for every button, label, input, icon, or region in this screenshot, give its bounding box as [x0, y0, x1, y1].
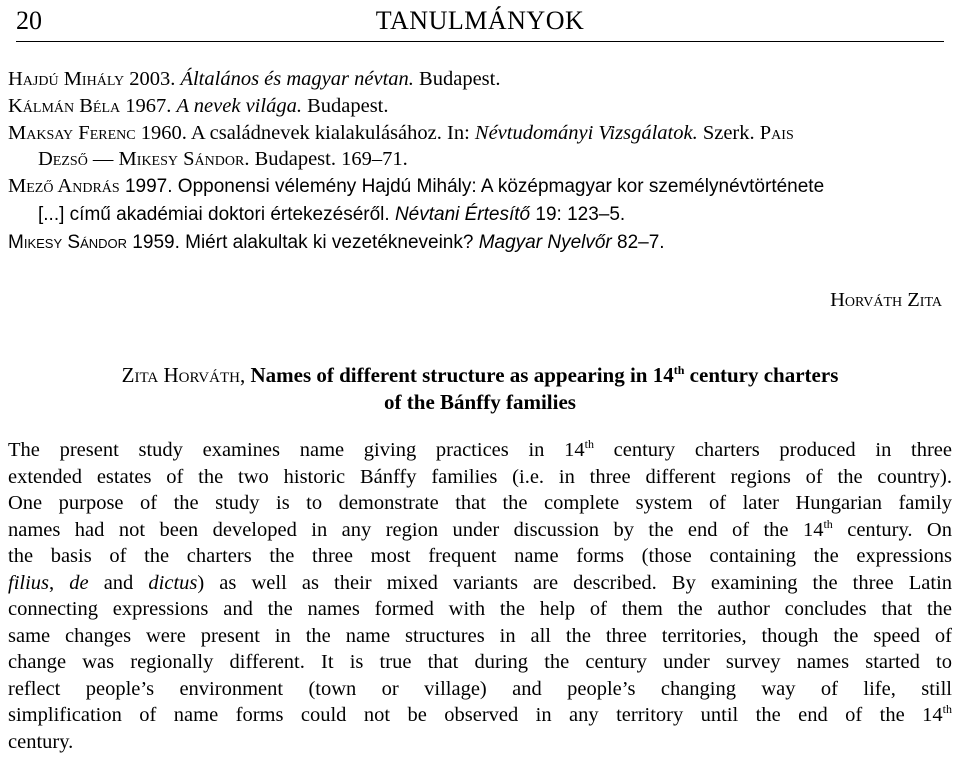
reference-author: Maksay Ferenc [8, 121, 136, 144]
reference-item: Hajdú Mihály 2003. Általános és magyar névtan. Budapest. [8, 68, 501, 90]
reference-item: Maksay Ferenc 1960. A családnevek kialakulásához. In: Névtudományi Vizsgálatok. Szerk. Pais [8, 121, 794, 144]
running-head: TANULMÁNYOK [375, 6, 585, 35]
reference-author: Mikesy Sándor [8, 231, 128, 253]
reference-item: Mikesy Sándor 1959. Miért alakultak ki vezetékneveink? Magyar Nyelvőr 82–7. [8, 231, 665, 253]
header-rule [16, 41, 944, 42]
reference-item: Kálmán Béla 1967. A nevek világa. Budapest. [8, 94, 389, 117]
reference-title: Névtudományi Vizsgálatok. [474, 121, 698, 144]
abstract-line: the basis of the charters the three most frequent name forms (those containing the expressions [8, 545, 952, 567]
abstract-line: filius, de and dictus) as well as their mixed variants are described. By examining the three Latin [8, 571, 953, 594]
abstract-line: One purpose of the study is to demonstrate that the complete system of later Hungarian family [8, 492, 952, 514]
abstract-line: extended estates of the two historic Bánffy families (i.e. in three different regions of the country). [8, 465, 952, 488]
abstract-line: connecting expressions and the names formed with the help of them the author concludes that the [8, 598, 952, 620]
reference-author: Mező András [8, 175, 120, 198]
reference-item: Mező András 1997. Opponensi vélemény Hajdú Mihály: A középmagyar kor személynévtörténete [8, 175, 825, 198]
page-header [8, 0, 952, 42]
abstract-line: reflect people’s environment (town or village) and people’s changing way of life, still [8, 677, 952, 700]
reference-item-continuation: Dezső — Mikesy Sándor. Budapest. 169–71. [38, 148, 408, 171]
abstract-title: Zita Horváth, Names of different structure as appearing in 14th century charters of the Bánffy families [121, 363, 839, 414]
article-author: Horváth Zita [830, 289, 942, 311]
page-number: 20 [16, 6, 42, 35]
abstract-author: Zita Horváth [121, 363, 240, 387]
reference-author: Hajdú Mihály [8, 68, 125, 90]
abstract-line: same changes were present in the name structures in all the three territories, though the speed of [8, 624, 952, 647]
abstract-line: century. [8, 730, 74, 753]
abstract-line: The present study examines name giving practices in 14th century charters produced in three [8, 437, 952, 461]
abstract-body [8, 437, 952, 755]
reference-title: Általános és magyar névtan. [180, 68, 414, 90]
abstract-line: names had not been developed in any region under discussion by the end of the 14th century. On [8, 516, 952, 541]
reference-title: Névtani Értesítő [394, 203, 531, 225]
reference-title: Magyar Nyelvőr [478, 231, 612, 253]
reference-author: Kálmán Béla [8, 94, 121, 117]
abstract-line: simplification of name forms could not be observed in any territory until the end of the 14th [8, 702, 952, 726]
reference-title: A nevek világa. [176, 94, 302, 117]
reference-list [8, 66, 952, 257]
reference-item-continuation: [...] című akadémiai doktori értekezéséről. Névtani Értesítő 19: 123–5. [38, 203, 626, 225]
abstract-line: change was regionally different. It is true that during the century under survey names started to [8, 651, 952, 673]
